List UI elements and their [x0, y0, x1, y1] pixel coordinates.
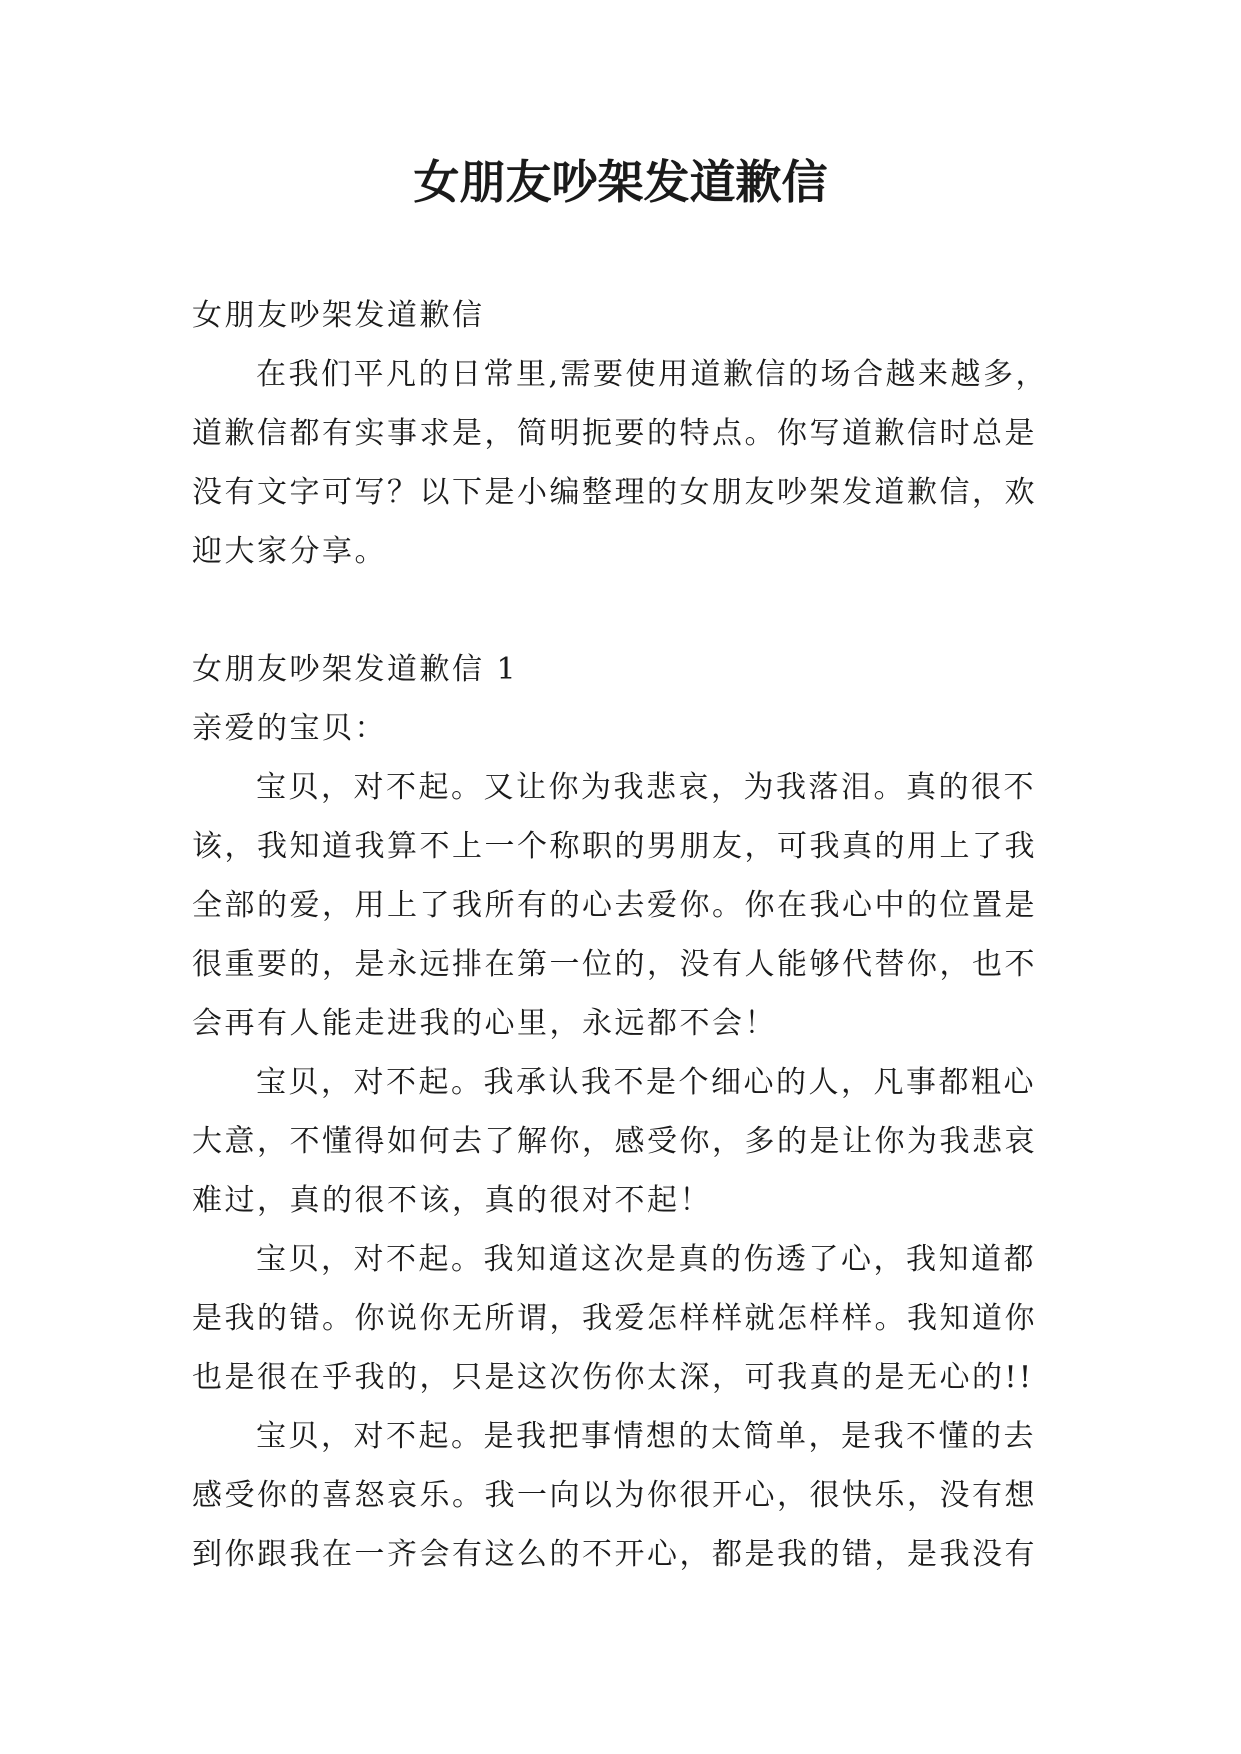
- section-heading: 女朋友吵架发道歉信 1: [192, 652, 519, 687]
- intro-paragraph: 在我们平凡的日常里,需要使用道歉信的场合越来越多，道歉信都有实事求是，简明扼要的特点。你写道歉信时总是没有文字可写？以下是小编整理的女朋友吵架发道歉信，欢迎大家分享。: [192, 357, 1049, 569]
- letter-paragraph: 宝贝，对不起。是我把事情想的太简单，是我不懂的去感受你的喜怒哀乐。我一向以为你很开心，很快乐，没有想到你跟我在一齐会有这么的不开心，都是我的错，是我没有: [192, 1419, 1037, 1572]
- document-body: [192, 286, 1052, 1584]
- document-title: 女朋友吵架发道歉信: [413, 155, 828, 209]
- letter-paragraph: 宝贝，对不起。我知道这次是真的伤透了心，我知道都是我的错。你说你无所谓，我爱怎样样就怎样样。我知道你也是很在乎我的，只是这次伤你太深，可我真的是无心的!!: [192, 1242, 1037, 1395]
- letter-paragraph: 宝贝，对不起。我承认我不是个细心的人，凡事都粗心大意，不懂得如何去了解你，感受你，多的是让你为我悲哀难过，真的很不该，真的很对不起！: [192, 1065, 1037, 1218]
- letter-paragraph: 宝贝，对不起。又让你为我悲哀，为我落泪。真的很不该，我知道我算不上一个称职的男朋友，可我真的用上了我全部的爱，用上了我所有的心去爱你。你在我心中的位置是很重要的，是永远排在第一位的，没有人能够代替你，也不会再有人能走进我的心里，永远都不会！: [192, 770, 1037, 1041]
- letter-salutation: 亲爱的宝贝：: [192, 711, 387, 746]
- paragraph-spacer: [192, 581, 1052, 640]
- document-subtitle: 女朋友吵架发道歉信: [192, 298, 485, 333]
